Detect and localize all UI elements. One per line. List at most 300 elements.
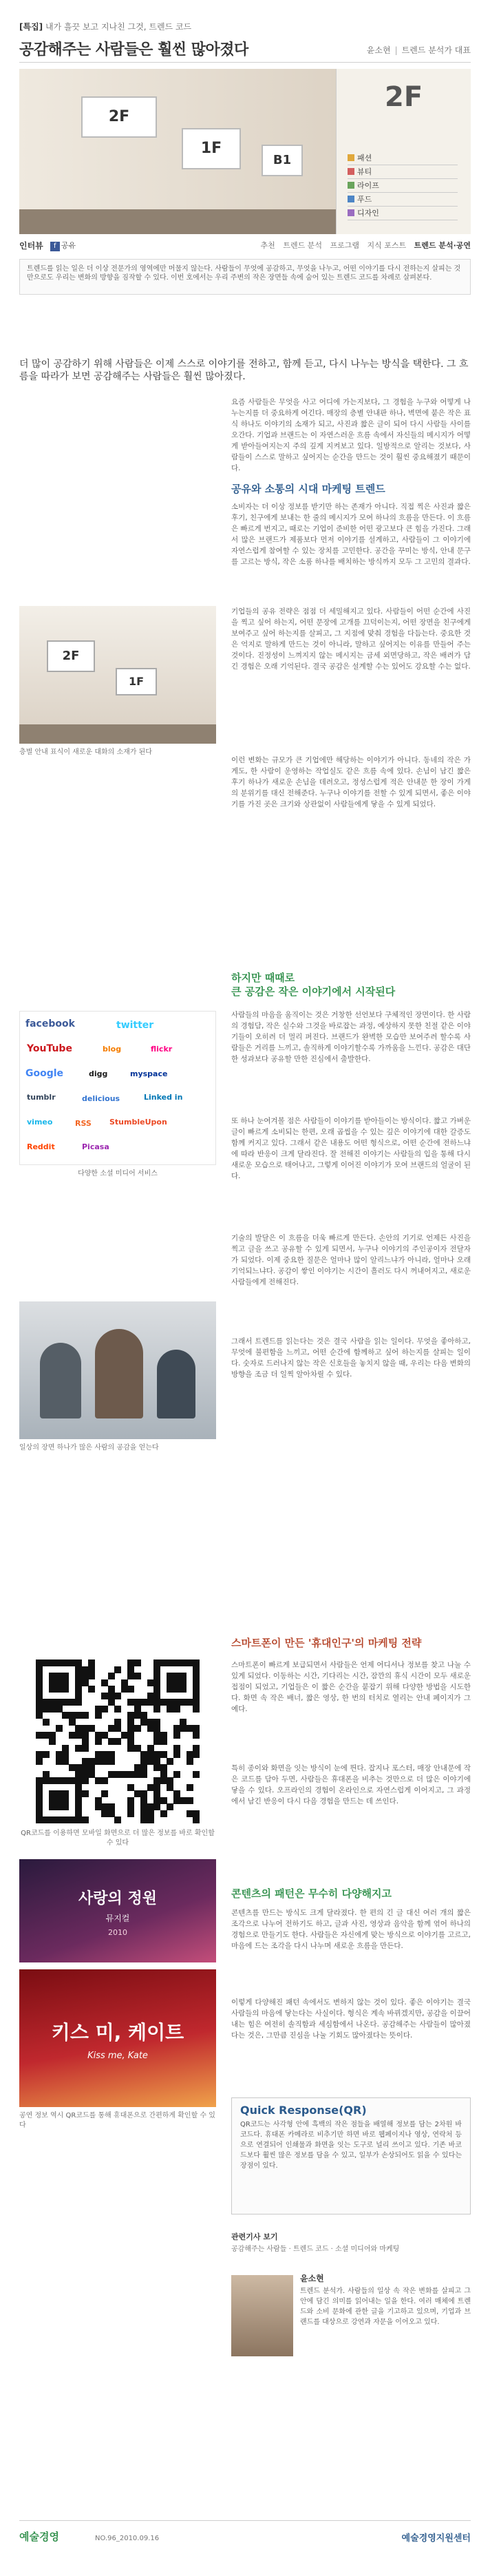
qr-module [187,1810,193,1817]
qr-module [43,1732,50,1739]
qr-module [75,1732,82,1739]
delicious-logo: delicious [82,1094,120,1103]
directory-item: 디자인 [348,207,458,220]
qr-module [140,1719,147,1726]
qr-module [167,1686,173,1693]
musical-poster[interactable] [19,1859,216,1962]
qr-module [167,1706,173,1713]
qr-module [173,1771,180,1778]
qr-module [82,1758,89,1765]
author-photo [231,2275,293,2356]
qr-module [49,1673,56,1679]
qr-module [82,1732,89,1739]
qr-module [167,1784,173,1791]
qr-module [127,1784,134,1791]
qr-module [88,1771,95,1778]
magazine-logo[interactable]: 예술경영 [19,2531,59,2543]
qr-module [160,1751,167,1758]
qr-module [134,1771,141,1778]
qr-module [69,1719,76,1726]
kiss-me-kate-poster[interactable] [19,1969,216,2107]
qr-module [75,1764,82,1771]
qr-module [108,1751,115,1758]
qr-module [56,1816,63,1823]
qr-module [36,1797,43,1804]
breadcrumb [19,21,471,32]
qr-module [173,1797,180,1804]
social-logo-mosaic [19,1011,216,1165]
qr-module [101,1777,108,1784]
qr-module [127,1810,134,1817]
qr-module [193,1686,200,1693]
qr-module [140,1797,147,1804]
vimeo-logo: vimeo [27,1118,53,1127]
section-heading [231,971,471,998]
qr-module [56,1758,63,1765]
qr-module [75,1673,82,1679]
qr-module [167,1758,173,1765]
qr-module [36,1686,43,1693]
poster-subtitle: 뮤지컬 [105,1914,130,1923]
qr-module [101,1679,108,1686]
qr-module [62,1790,69,1797]
qr-module [114,1693,121,1699]
qr-module [36,1784,43,1791]
google-logo: Google [25,1068,64,1079]
qr-module [160,1659,167,1666]
qr-module [147,1751,154,1758]
body-paragraph: 또 하나 눈여겨볼 점은 사람들이 이야기를 받아들이는 방식이다. 짧고 가벼운 글이 빠르게 소비되는 한편, 오래 곱씹을 수 있는 깊은 이야기에 대한 갈증도 함께 커지고 있다. 그래서 같은 내용도 어떤 형식으로, 어떤 순간에 전하느냐에 따라 반응이 크게 달라진다. 잘 전해진 이야기는 사람들의 입을 통해 다시 새로운 모습으로 태어나고, 그렇게 이어진 이야기가 모여 브랜드의 얼굴이 된다. [231,1117,471,1180]
qr-module [127,1797,134,1804]
qr-module [127,1666,134,1673]
qr-module [153,1719,160,1726]
scene-photo [19,1301,216,1439]
qr-module [167,1673,173,1679]
qr-module [180,1659,187,1666]
qr-module [167,1803,173,1810]
qr-module [49,1738,56,1745]
tag-link[interactable]: 트렌드 분석·공연 [414,241,471,250]
qr-module [56,1797,63,1804]
qr-module [101,1706,108,1713]
body-paragraph: 기업들의 공유 전략은 점점 더 세밀해지고 있다. 사람들이 어떤 순간에 사진을 찍고 싶어 하는지, 어떤 문장에 고개를 끄덕이는지, 어떤 장면을 친구에게 보여주고 싶어 하는지를 살피고, 그 지점에 맞춰 경험을 다듬는다. 중요한 것은 억지로 말하게 만드는 것이 아니라, 말하고 싶어지는 이유를 만들어 주는 것이다. 진정성이 느껴지지 않는 메시지는 금세 외면당하고, 작은 배려가 담긴 경험은 오래 기억된다. 결국 공감은 설계할 수는 있어도 강요할 수는 없다. [231,607,471,671]
qr-module [153,1764,160,1771]
qr-module [147,1719,154,1726]
qr-module [140,1758,147,1765]
qr-module [173,1679,180,1686]
qr-module [36,1790,43,1797]
qr-module [75,1810,82,1817]
qr-module [147,1816,154,1823]
body-paragraph: 소비자는 더 이상 정보를 받기만 하는 존재가 아니다. 직접 찍은 사진과 짧은 후기, 친구에게 보내는 한 줄의 메시지가 모여 하나의 흐름을 만든다. 이 흐름은 빠르게 번지고, 때로는 기업이 준비한 어떤 광고보다 큰 힘을 가진다. 그래서 많은 브랜드가 제품보다 먼저 이야기를 설계하고, 사람들이 그 이야기에 자연스럽게 참여할 수 있는 장치를 고민한다. 공간을 꾸미는 방식, 안내 문구를 고르는 방식, 작은 소품 하나를 배치하는 방식까지 모두 그 고민의 결과다. [231,503,471,566]
qr-module [153,1777,160,1784]
floor-directory-panel [336,69,471,234]
qr-module [95,1732,102,1739]
qr-module [173,1732,180,1739]
lead-paragraph: 더 많이 공감하기 위해 사람들은 이제 스스로 이야기를 전하고, 함께 듣고, 다시 나누는 방식을 택한다. 그 흐름을 따라가 보면 공감해주는 사람들은 훨씬 많아졌다. [19,359,469,382]
qr-module [153,1738,160,1745]
qr-module [121,1679,128,1686]
qr-module [82,1745,89,1752]
qr-module [173,1659,180,1666]
qr-module [88,1725,95,1732]
qr-code-image[interactable] [36,1659,200,1823]
qr-module [193,1816,200,1823]
qr-module [82,1666,89,1673]
qr-module [127,1771,134,1778]
qr-module [134,1673,141,1679]
qr-module [75,1803,82,1810]
qr-module [180,1673,187,1679]
qr-module [153,1790,160,1797]
qr-module [108,1693,115,1699]
qr-module [69,1699,76,1706]
body-paragraph: 기술의 발달은 이 흐름을 더욱 빠르게 만든다. 손안의 기기로 언제든 사진을 찍고 글을 쓰고 공유할 수 있게 되면서, 누구나 이야기의 주인공이자 전달자가 되었다. 이제 중요한 질문은 얼마나 많이 알리느냐가 아니라, 얼마나 오래 기억되느냐다. 공감이 쌓인 이야기는 시간이 흘러도 다시 꺼내어지고, 새로운 사람들에게 전해진다. [231,1234,471,1286]
qr-module [62,1712,69,1719]
qr-module [82,1764,89,1771]
qr-module [75,1777,82,1784]
qr-module [43,1699,50,1706]
qr-module [127,1732,134,1739]
qr-module [121,1686,128,1693]
qr-module [193,1810,200,1817]
qr-module [49,1732,56,1739]
qr-module [160,1732,167,1739]
qr-module [167,1777,173,1784]
directory-item: 라이프 [348,179,458,193]
qr-module [95,1712,102,1719]
intro-box: 트렌드를 읽는 일은 더 이상 전문가의 영역에만 머물지 않는다. 사람들이 무엇에 공감하고, 무엇을 나누고, 어떤 이야기를 다시 전하는지 살피는 것만으로도 우리는 변화의 방향을 짐작할 수 있다. 이번 호에서는 우리 주변의 작은 장면들 속에 숨어 있는 트렌드 코드를 차례로 살펴본다. [19,259,471,295]
body-paragraph: 이렇게 다양해진 패턴 속에서도 변하지 않는 것이 있다. 좋은 이야기는 결국 사람들의 마음에 닿는다는 사실이다. 형식은 계속 바뀌겠지만, 공감을 이끌어내는 힘은 여전히 솔직함과 세심함에서 나온다. 공감해주는 사람들이 많아졌다는 것은, 그만큼 진심을 나눌 기회도 많아졌다는 뜻이다. [231,1998,471,2040]
qr-module [127,1745,134,1752]
qr-module [114,1738,121,1745]
qr-module [147,1679,154,1686]
qr-module [36,1816,43,1823]
qr-module [160,1771,167,1778]
qr-callout-box [231,2097,471,2214]
qr-module [108,1673,115,1679]
qr-module [140,1790,147,1797]
qr-module [127,1712,134,1719]
qr-module [127,1699,134,1706]
qr-module [173,1686,180,1693]
qr-module [36,1712,43,1719]
qr-module [62,1777,69,1784]
qr-module [193,1693,200,1699]
qr-module [49,1679,56,1686]
qr-module [147,1699,154,1706]
qr-module [75,1771,82,1778]
qr-module [193,1725,200,1732]
qr-module [160,1699,167,1706]
qr-module [56,1803,63,1810]
body-paragraph: 스마트폰이 빠르게 보급되면서 사람들은 언제 어디서나 정보를 찾고 나눌 수 있게 되었다. 이동하는 시간, 기다리는 시간, 잠깐의 휴식 시간이 모두 새로운 접점이 되었고, 기업들은 이 짧은 순간을 붙잡기 위해 다양한 방법을 시도한다. 화면 속 작은 배너, 짧은 영상, 한 번의 터치로 열리는 안내 페이지가 그 예다. [231,1661,471,1713]
qr-module [56,1777,63,1784]
qr-module [36,1803,43,1810]
publisher-logo[interactable]: 예술경영지원센터 [401,2533,471,2544]
qr-module [43,1706,50,1713]
section-brand: 인터뷰 [19,241,43,251]
blog-logo: blog [103,1045,122,1054]
qr-module [62,1673,69,1679]
qr-module [173,1790,180,1797]
qr-module [43,1816,50,1823]
tag-link[interactable]: 프로그램 [330,241,359,250]
qr-module [108,1725,115,1732]
qr-module [36,1777,43,1784]
qr-module [75,1699,82,1706]
qr-module [114,1706,121,1713]
qr-module [140,1764,147,1771]
poster-subtitle: Kiss me, Kate [87,2051,148,2061]
qr-module [95,1803,102,1810]
qr-module [114,1666,121,1673]
qr-module [193,1706,200,1713]
qr-module [134,1659,141,1666]
qr-module [36,1706,43,1713]
qr-module [36,1751,43,1758]
qr-module [75,1659,82,1666]
qr-module [140,1771,147,1778]
qr-module [62,1803,69,1810]
qr-module [147,1758,154,1765]
qr-module [127,1686,134,1693]
tumblr-logo: tumblr [27,1093,56,1102]
rss-logo: RSS [75,1119,92,1128]
qr-module [114,1719,121,1726]
qr-module [153,1706,160,1713]
qr-module [187,1699,193,1706]
qr-module [82,1712,89,1719]
qr-module [193,1751,200,1758]
directory-list [348,151,458,220]
qr-module [69,1712,76,1719]
directory-item: 패션 [348,151,458,165]
reddit-logo: Reddit [27,1142,55,1151]
qr-module [82,1673,89,1679]
qr-module [75,1693,82,1699]
share-bar [19,238,471,253]
qr-module [153,1673,160,1679]
qr-module [69,1732,76,1739]
tag-link[interactable]: 트렌드 분석 [283,241,322,250]
qr-module [153,1797,160,1804]
tag-list [255,238,471,253]
qr-module [160,1777,167,1784]
qr-module [121,1732,128,1739]
qr-module [82,1771,89,1778]
tag-link[interactable]: 지식 포스트 [367,241,407,250]
qr-module [193,1771,200,1778]
qr-module [62,1751,69,1758]
qr-module [140,1803,147,1810]
qr-module [36,1673,43,1679]
directory-item: 뷰티 [348,165,458,179]
qr-module [82,1790,89,1797]
qr-module [140,1751,147,1758]
qr-module [49,1803,56,1810]
qr-module [153,1659,160,1666]
qr-module [187,1797,193,1804]
digg-logo: digg [89,1069,108,1078]
qr-module [153,1686,160,1693]
floor-sign-photo [19,606,216,744]
photo-sign: 2F [47,640,95,672]
qr-module [134,1790,141,1797]
qr-module [88,1666,95,1673]
qr-module [69,1764,76,1771]
qr-module [193,1679,200,1686]
qr-module [147,1693,154,1699]
qr-module [108,1686,115,1693]
qr-module [140,1816,147,1823]
bio-text: 트렌드 분석가. 사람들의 일상 속 작은 변화를 살피고 그 안에 담긴 의미를 읽어내는 일을 한다. 여러 매체에 트렌드와 소비 문화에 관한 글을 기고하고 있으며, 기업과 브랜드를 대상으로 강연과 자문을 이어오고 있다. [300,2287,471,2326]
qr-module [88,1686,95,1693]
qr-module [56,1699,63,1706]
floor-sign: 1F [182,128,241,169]
header-divider [19,62,471,63]
qr-module [140,1810,147,1817]
qr-module [153,1666,160,1673]
qr-module [56,1706,63,1713]
qr-module [95,1706,102,1713]
qr-module [187,1725,193,1732]
qr-module [180,1679,187,1686]
section-heading: 공유와 소통의 시대 마케팅 트렌드 [231,483,385,495]
qr-module [56,1790,63,1797]
qr-module [82,1725,89,1732]
qr-module [36,1666,43,1673]
qr-module [167,1659,173,1666]
related-articles [231,2231,471,2254]
qr-module [193,1666,200,1673]
qr-module [153,1725,160,1732]
qr-module [43,1771,50,1778]
qr-module [56,1673,63,1679]
qr-module [108,1738,115,1745]
qr-module [36,1699,43,1706]
qr-module [101,1790,108,1797]
qr-module [88,1764,95,1771]
qr-module [82,1679,89,1686]
qr-module [173,1725,180,1732]
body-paragraph: 요즘 사람들은 무엇을 사고 어디에 가는지보다, 그 경험을 누구와 어떻게 나누는지를 더 중요하게 여긴다. 매장의 층별 안내판 하나, 벽면에 붙은 작은 표식 하나도 이야기의 소재가 되고, 사진과 짧은 글이 되어 다시 사람들 사이를 오간다. 기업과 브랜드는 이 자연스러운 흐름 속에서 자신들의 메시지가 어떻게 받아들여지는지 주의 깊게 지켜보고 있다. 일방적으로 알리는 것보다, 사람들이 스스로 말하고 싶어지는 순간을 만드는 것이 훨씬 중요해졌기 때문이다. [231,398,471,472]
qr-module [160,1810,167,1817]
youtube-logo: YouTube [27,1043,72,1054]
qr-module [49,1797,56,1804]
qr-module [62,1659,69,1666]
qr-module [140,1712,147,1719]
author-name: 윤소현 [366,45,391,55]
qr-module [36,1693,43,1699]
qr-module [167,1699,173,1706]
section-heading: 콘텐츠의 패턴은 무수히 다양해지고 [231,1887,392,1900]
qr-module [75,1712,82,1719]
body-paragraph: 그래서 트렌드를 읽는다는 것은 결국 사람을 읽는 일이다. 무엇을 좋아하고, 무엇에 불편함을 느끼고, 어떤 순간에 함께하고 싶어 하는지를 살피는 일이다. 숫자로 드러나지 않는 작은 신호들을 놓치지 않을 때, 우리는 다음 변화의 방향을 조금 더 일찍 알아차릴 수 있다. [231,1337,471,1379]
image-caption: 공연 정보 역시 QR코드를 통해 휴대폰으로 간편하게 확인할 수 있다 [19,2112,215,2129]
qr-module [36,1810,43,1817]
qr-module [56,1725,63,1732]
qr-module [75,1784,82,1791]
qr-module [69,1659,76,1666]
qr-module [160,1738,167,1745]
qr-module [153,1803,160,1810]
qr-module [62,1686,69,1693]
linkedin-logo: Linked in [144,1093,183,1102]
poster-date: 2010 [108,1928,127,1937]
qr-module [193,1745,200,1752]
qr-module [180,1797,187,1804]
qr-module [134,1706,141,1713]
issue-number: NO.96_2010.09.16 [95,2535,160,2542]
qr-module [153,1679,160,1686]
author-line: 윤소현 | 트렌드 분석가 대표 [366,45,471,55]
body-paragraph: 특히 종이와 화면을 잇는 방식이 눈에 띈다. 잡지나 포스터, 매장 안내문에 작은 코드를 담아 두면, 사람들은 휴대폰을 비추는 것만으로 더 많은 이야기에 닿을 수 있다. 오프라인의 경험이 온라인으로 자연스럽게 이어지고, 그 과정에서 남긴 반응이 다시 다음 경험을 만드는 데 쓰인다. [231,1764,471,1805]
related-links[interactable]: 공감해주는 사람들 · 트렌드 코드 · 소셜 미디어와 마케팅 [231,2245,400,2253]
qr-module [153,1699,160,1706]
qr-module [36,1732,43,1739]
poster-title: 키스 미, 케이트 [51,2021,184,2044]
qr-module [187,1659,193,1666]
share-button[interactable]: f 공유 [50,238,76,253]
qr-module [187,1751,193,1758]
image-caption: 층별 안내 표식이 새로운 대화의 소재가 된다 [19,748,152,756]
qr-module [101,1751,108,1758]
heading-line: 하지만 때때로 [231,972,295,984]
breadcrumb-section[interactable]: [특집] [19,22,43,32]
qr-module [147,1784,154,1791]
heading-line: 큰 공감은 작은 이야기에서 시작된다 [231,985,396,998]
tag-link[interactable]: 추천 [260,241,275,250]
qr-module [88,1673,95,1679]
qr-module [56,1686,63,1693]
qr-module [193,1673,200,1679]
callout-heading: Quick Response(QR) [240,2104,367,2117]
qr-module [173,1745,180,1752]
qr-module [160,1764,167,1771]
qr-module [75,1790,82,1797]
qr-module [108,1771,115,1778]
qr-module [180,1725,187,1732]
page-title: 공감해주는 사람들은 훨씬 많아졌다 [19,41,248,59]
qr-module [147,1803,154,1810]
callout-text: QR코드는 사각형 안에 흑백의 작은 점들을 배열해 정보를 담는 2차원 바코드다. 휴대폰 카메라로 비추기만 하면 바로 웹페이지나 영상, 연락처 등으로 연결되어 인쇄물과 화면을 잇는 도구로 널리 쓰이고 있다. 기존 바코드보다 훨씬 많은 정보를 담을 수 있고, 일부가 손상되어도 읽을 수 있다는 장점이 있다. [240,2121,462,2170]
qr-module [153,1784,160,1791]
qr-module [49,1706,56,1713]
qr-module [153,1693,160,1699]
qr-module [173,1706,180,1713]
facebook-icon: f [50,242,60,251]
qr-module [114,1816,121,1823]
qr-module [193,1732,200,1739]
qr-module [62,1679,69,1686]
qr-module [49,1777,56,1784]
qr-module [193,1659,200,1666]
qr-module [75,1816,82,1823]
qr-module [56,1679,63,1686]
qr-module [75,1745,82,1752]
qr-module [43,1751,50,1758]
image-caption: 다양한 소셜 미디어 서비스 [78,1170,158,1177]
qr-module [187,1758,193,1765]
qr-module [43,1777,50,1784]
stumbleupon-logo: StumbleUpon [109,1118,167,1127]
body-paragraph: 사람들의 마음을 움직이는 것은 거창한 선언보다 구체적인 장면이다. 한 사람의 경험담, 작은 실수와 그것을 바로잡는 과정, 예상하지 못한 친절 같은 이야기들이 오히려 더 멀리 퍼진다. 브랜드가 완벽한 모습만 보여주려 할수록 사람들은 거리를 느끼고, 솔직하게 이야기할수록 가까움을 느낀다. 공감은 대단한 성과보다 공유할 만한 진심에서 출발한다. [231,1011,471,1063]
qr-module [101,1693,108,1699]
qr-module [134,1725,141,1732]
qr-module [56,1751,63,1758]
qr-module [173,1751,180,1758]
